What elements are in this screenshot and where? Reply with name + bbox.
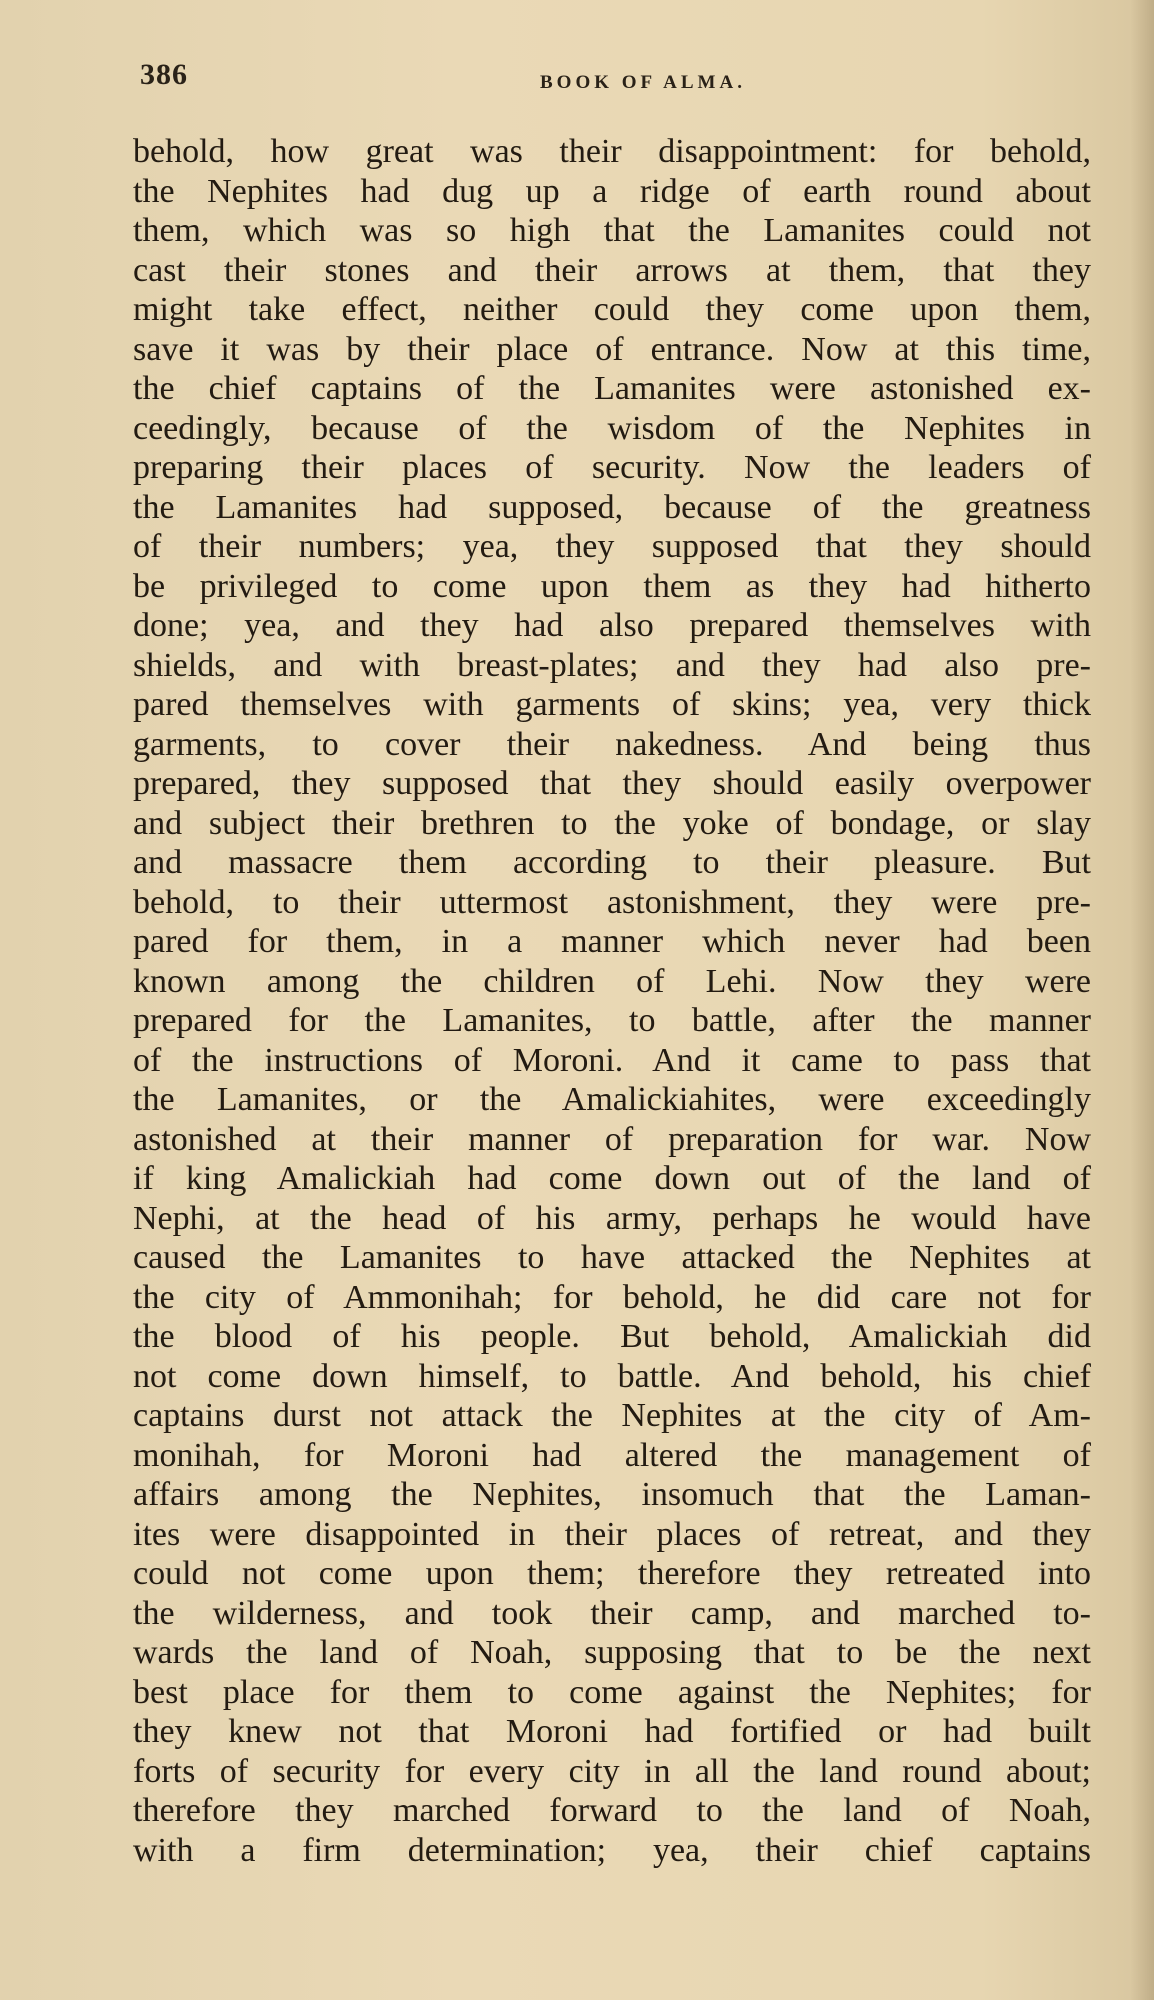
text-line: the Nephites had dug up a ridge of earth round about xyxy=(133,172,1091,210)
text-line: captains durst not attack the Nephites at the city of Am- xyxy=(133,1397,1091,1434)
text-line: of the instructions of Moroni. And it came to pass that xyxy=(133,1041,1091,1079)
text-line: forts of security for every city in all the land round about; xyxy=(133,1752,1091,1790)
text-line: astonished at their manner of preparation for war. Now xyxy=(133,1120,1091,1158)
text-line: and subject their brethren to the yoke of bondage, or slay xyxy=(133,804,1091,842)
text-line: affairs among the Nephites, insomuch that the Laman- xyxy=(133,1476,1091,1513)
text-line: not come down himself, to battle. And behold, his chief xyxy=(133,1357,1091,1395)
text-line: and massacre them according to their pleasure. But xyxy=(133,844,1091,881)
text-line: prepared, they supposed that they should easily overpower xyxy=(133,765,1091,802)
text-line: wards the land of Noah, supposing that to be the next xyxy=(133,1634,1091,1671)
text-line: done; yea, and they had also prepared themselves with xyxy=(133,607,1091,644)
text-line: garments, to cover their nakedness. And being thus xyxy=(133,725,1091,763)
text-line: they knew not that Moroni had fortified or had built xyxy=(133,1713,1091,1750)
text-line: the chief captains of the Lamanites were astonished ex- xyxy=(133,370,1091,407)
text-line: caused the Lamanites to have attacked the Nephites at xyxy=(133,1239,1091,1276)
text-line: the blood of his people. But behold, Amalickiah did xyxy=(133,1318,1091,1355)
text-line: pared themselves with garments of skins; yea, very thick xyxy=(133,686,1091,723)
page-header xyxy=(140,58,1100,98)
text-line: them, which was so high that the Lamanites could not xyxy=(133,212,1091,249)
text-line: ceedingly, because of the wisdom of the Nephites in xyxy=(133,409,1091,447)
text-line: behold, to their uttermost astonishment, they were pre- xyxy=(133,883,1091,921)
text-line: preparing their places of security. Now the leaders of xyxy=(133,449,1091,486)
text-line: the Lamanites had supposed, because of the greatness xyxy=(133,488,1091,526)
text-line: shields, and with breast-plates; and they had also pre- xyxy=(133,646,1091,684)
text-line: therefore they marched forward to the land of Noah, xyxy=(133,1792,1091,1829)
text-line: pared for them, in a manner which never had been xyxy=(133,923,1091,960)
text-line: save it was by their place of entrance. Now at this time, xyxy=(133,330,1091,368)
text-line: the Lamanites, or the Amalickiahites, were exceedingly xyxy=(133,1081,1091,1118)
text-line: be privileged to come upon them as they had hitherto xyxy=(133,567,1091,605)
text-line: of their numbers; yea, they supposed that they should xyxy=(133,528,1091,565)
text-line: ites were disappointed in their places of retreat, and they xyxy=(133,1515,1091,1553)
page-edge-shadow xyxy=(1130,0,1154,2000)
text-line: monihah, for Moroni had altered the management of xyxy=(133,1436,1091,1474)
text-line: Nephi, at the head of his army, perhaps he would have xyxy=(133,1199,1091,1237)
text-line: with a firm determination; yea, their chief captains xyxy=(133,1831,1091,1869)
text-line: cast their stones and their arrows at them, that they xyxy=(133,251,1091,289)
text-line: if king Amalickiah had come down out of the land of xyxy=(133,1160,1091,1197)
text-line: best place for them to come against the Nephites; for xyxy=(133,1673,1091,1711)
text-line: the city of Ammonihah; for behold, he did care not for xyxy=(133,1278,1091,1316)
body-text xyxy=(133,132,1091,1870)
text-line: the wilderness, and took their camp, and marched to- xyxy=(133,1594,1091,1632)
page-number: 386 xyxy=(140,58,188,91)
text-line: behold, how great was their disappointment: for behold, xyxy=(133,133,1091,170)
text-line: might take effect, neither could they come upon them, xyxy=(133,291,1091,328)
text-line: prepared for the Lamanites, to battle, after the manner xyxy=(133,1002,1091,1039)
running-head: BOOK OF ALMA. xyxy=(540,72,746,93)
text-line: known among the children of Lehi. Now they were xyxy=(133,962,1091,1000)
text-line: could not come upon them; therefore they retreated into xyxy=(133,1555,1091,1592)
